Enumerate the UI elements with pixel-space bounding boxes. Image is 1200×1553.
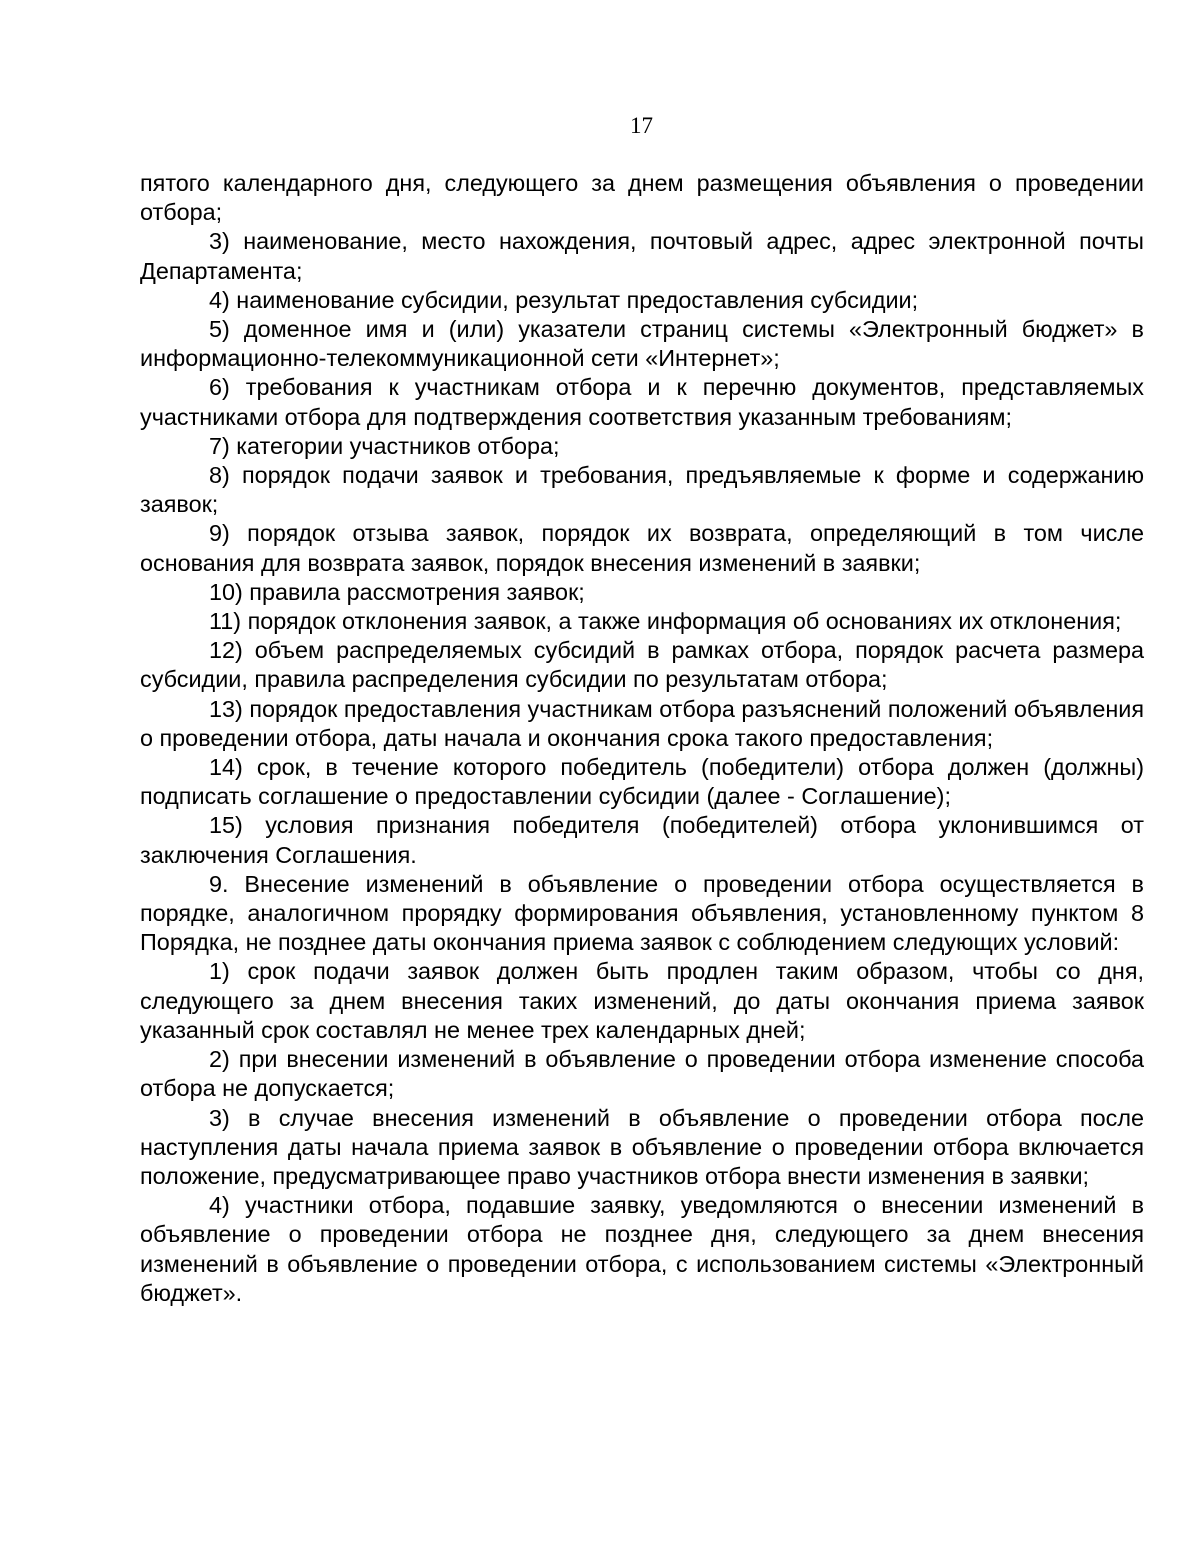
list-item: 8) порядок подачи заявок и требования, предъявляемые к форме и содержанию заявок;	[140, 462, 1144, 518]
list-item: 4) участники отбора, подавшие заявку, уведомляются о внесении изменений в объявление о проведении отбора не позднее дня, следующего за днем внесения изменений в объявление о проведении отбора, с использованием системы «Электронный бюджет».	[140, 1192, 1144, 1306]
page-number: 17	[630, 113, 653, 138]
list-item: 3) наименование, место нахождения, почтовый адрес, адрес электронной почты Департамента;	[140, 228, 1144, 284]
list-item: 11) порядок отклонения заявок, а также информация об основаниях их отклонения;	[209, 608, 1122, 635]
list-item: 12) объем распределяемых субсидий в рамках отбора, порядок расчета размера субсидии, правила распределения субсидии по результатам отбора;	[140, 637, 1144, 693]
section-paragraph: 9. Внесение изменений в объявление о проведении отбора осуществляется в порядке, аналогичном прорядку формирования объявления, установленному пунктом 8 Порядка, не позднее даты окончания приема заявок с соблюдением следующих условий:	[140, 870, 1144, 956]
list-item: 9) порядок отзыва заявок, порядок их возврата, определяющий в том числе основания для возврата заявок, порядок внесения изменений в заявки;	[140, 520, 1144, 576]
list-item: 14) срок, в течение которого победитель (победители) отбора должен (должны) подписать соглашение о предоставлении субсидии (далее - Соглашение);	[140, 754, 1144, 810]
list-item: 10) правила рассмотрения заявок;	[209, 578, 585, 605]
list-item: 15) условия признания победителя (победителей) отбора уклонившимся от заключения Соглашения.	[140, 812, 1144, 868]
list-item: 13) порядок предоставления участникам отбора разъяснений положений объявления о проведении отбора, даты начала и окончания срока такого предоставления;	[140, 695, 1144, 751]
list-item: 5) доменное имя и (или) указатели страниц системы «Электронный бюджет» в информационно-телекоммуникационной сети «Интернет»;	[140, 316, 1144, 372]
list-item: 4) наименование субсидии, результат предоставления субсидии;	[209, 286, 919, 313]
list-item: 6) требования к участникам отбора и к перечню документов, представляемых участниками отбора для подтверждения соответствия указанным требованиям;	[140, 374, 1144, 430]
document-body	[140, 169, 1144, 1308]
paragraph: пятого календарного дня, следующего за днем размещения объявления о проведении отбора;	[140, 170, 1144, 226]
list-item: 3) в случае внесения изменений в объявление о проведении отбора после наступления даты начала приема заявок в объявление о проведении отбора включается положение, предусматривающее право участников отбора внести изменения в заявки;	[140, 1104, 1144, 1189]
list-item: 7) категории участников отбора;	[209, 432, 560, 459]
list-item: 2) при внесении изменений в объявление о проведении отбора изменение способа отбора не допускается;	[140, 1046, 1144, 1102]
list-item: 1) срок подачи заявок должен быть продлен таким образом, чтобы со дня, следующего за днем внесения таких изменений, до даты окончания приема заявок указанный срок составлял не менее трех календарных дней;	[140, 958, 1144, 1043]
